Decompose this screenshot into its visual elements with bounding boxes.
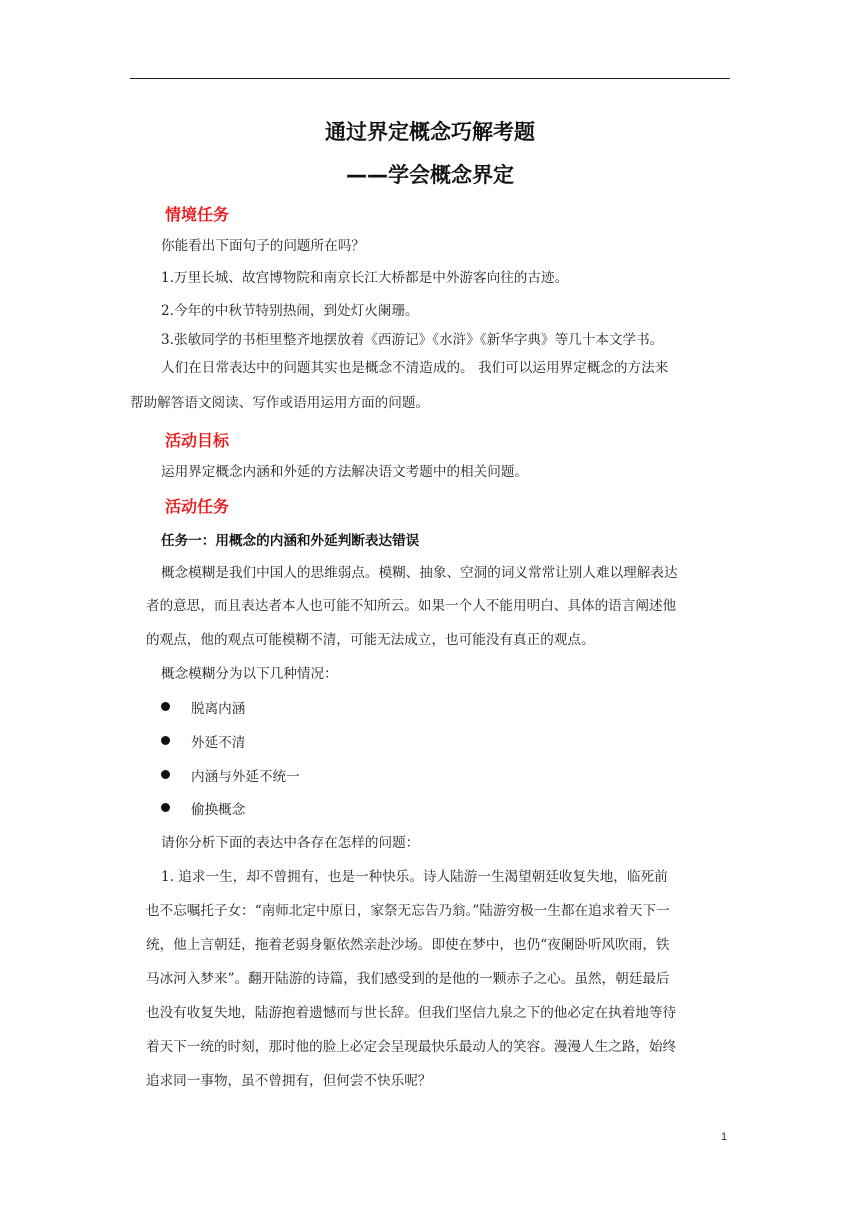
example-paragraph-line: 马冰河入梦来”。翻开陆游的诗篇，我们感受到的是他的一颗赤子之心。虽然，朝廷最后	[146, 971, 670, 987]
situation-paragraph-line-1: 人们在日常表达中的问题其实也是概念不清造成的。 我们可以运用界定概念的方法来	[161, 360, 669, 376]
bullet-dot	[161, 736, 170, 745]
example-paragraph-line: 也不忘嘱托子女：“南师北定中原日，家祭无忘告乃翁。”陆游穷极一生都在追求着天下一	[146, 903, 670, 919]
section-heading-situation: 情境任务	[165, 205, 230, 224]
task-paragraph-line-1: 概念模糊是我们中国人的思维弱点。模糊、抽象、空洞的词义常常让别人难以理解表达	[161, 565, 678, 581]
situation-intro: 你能看出下面句子的问题所在吗？	[161, 238, 365, 254]
section-heading-tasks: 活动任务	[165, 497, 230, 516]
example-paragraph-line: 统，他上言朝廷，拖着老弱身躯依然亲赴沙场。即使在梦中，也仍“夜阑卧听风吹雨，铁	[146, 937, 670, 953]
cases-intro: 概念模糊分为以下几种情况：	[161, 666, 338, 682]
example-paragraph-line: 也没有收复失地，陆游抱着遗憾而与世长辞。但我们坚信九泉之下的他必定在执着地等待	[146, 1005, 677, 1021]
example-sentence-3: 3.张敏同学的书柜里整齐地摆放着《西游记》《水浒》《新华字典》等几十本文学书。	[161, 332, 664, 348]
task-paragraph-line-2: 者的意思，而且表达者本人也可能不知所云。如果一个人不能用明白、具体的语言阐述他	[146, 598, 677, 614]
situation-paragraph-line-2: 帮助解答语文阅读、写作或语用运用方面的问题。	[130, 395, 430, 411]
bullet-dot	[161, 803, 170, 812]
example-sentence-2: 2.今年的中秋节特别热闹，到处灯火阑珊。	[161, 303, 419, 319]
analyze-prompt: 请你分析下面的表达中各存在怎样的问题：	[161, 835, 420, 851]
bullet-item: 脱离内涵	[191, 701, 246, 717]
header-rule	[130, 78, 730, 79]
bullet-item: 内涵与外延不统一	[191, 769, 300, 785]
page-number: 1	[721, 1131, 728, 1143]
section-heading-goal: 活动目标	[165, 431, 230, 450]
bullet-dot	[161, 702, 170, 711]
task-one-title: 任务一：用概念的内涵和外延判断表达错误	[161, 533, 420, 549]
example-paragraph-line: 着天下一统的时刻，那时他的脸上必定会呈现最快乐最动人的笑容。漫漫人生之路，始终	[146, 1039, 677, 1055]
page-title: 通过界定概念巧解考题	[325, 120, 535, 144]
bullet-item: 偷换概念	[191, 802, 246, 818]
task-paragraph-line-3: 的观点，他的观点可能模糊不清，可能无法成立，也可能没有真正的观点。	[146, 632, 595, 648]
goal-text: 运用界定概念内涵和外延的方法解决语文考题中的相关问题。	[161, 464, 529, 480]
page-subtitle: ——学会概念界定	[346, 163, 514, 187]
bullet-item: 外延不清	[191, 735, 246, 751]
example-paragraph-line: 追求同一事物，虽不曾拥有，但何尝不快乐呢？	[146, 1073, 432, 1089]
bullet-dot	[161, 770, 170, 779]
example-paragraph-line: 1. 追求一生，却不曾拥有，也是一种快乐。诗人陆游一生渴望朝廷收复失地，临死前	[161, 869, 668, 885]
example-sentence-1: 1.万里长城、故宫博物院和南京长江大桥都是中外游客向往的古迹。	[161, 270, 569, 286]
